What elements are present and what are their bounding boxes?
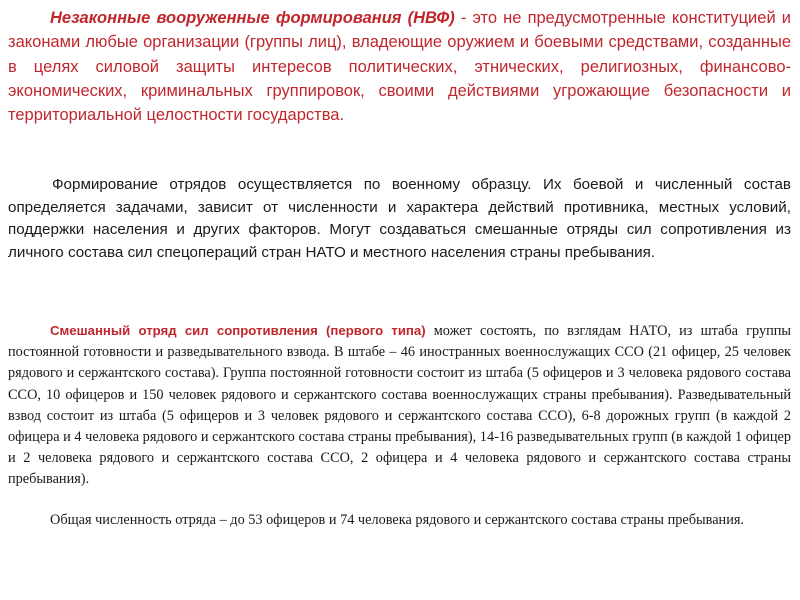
formation-text: Формирование отрядов осуществляется по военному образцу. Их боевой и численный состав определяется задачами, зависит от численности и характера действий противника, местных условий, поддержки населения и других факторов. Могут создаваться смешанные отряды сил сопротивления из личного состава сил спецопераций стран НАТО и местного населения страны пребывания. (8, 176, 791, 261)
mixed-unit-text: может состоять, по взглядам НАТО, из штаба группы постоянной готовности и разведывательного взвода. В штабе – 46 иностранных военнослужащих ССО (21 офицер, 25 человек рядового и сержантского состава). Группа постоянной готовности состоит из штаба (5 офицеров и 3 человека рядового состава ССО, 10 офицеров и 150 человек рядового и сержантского состава военнослужащих страны пребывания). Разведывательный взвод состоит из штаба (5 офицеров и 3 человек рядового и сержантского состава ССО), 6-8 дорожных групп (в каждой 2 офицера и 4 человека рядового и сержантского состава страны пребывания), 14-16 разведывательных групп (в каждой 1 офицер и 2 человека рядового и сержантского состава ССО, 2 офицера и 4 человека рядового и сержантского состава страны пребывания). (8, 323, 791, 488)
total-strength-text: Общая численность отряда – до 53 офицеров и 74 человека рядового и сержантского состава страны пребывания. (50, 512, 744, 528)
formation-paragraph (8, 174, 791, 264)
total-strength-paragraph (8, 510, 791, 531)
mixed-unit-term: Смешанный отряд сил сопротивления (первого типа) (50, 323, 426, 338)
definition-term: Незаконные вооруженные формирования (НВФ) (50, 9, 455, 27)
definition-text: - это не предусмотренные конституцией и законами любые организации (группы лиц), владеющие оружием и боевыми средствами, созданные в целях силовой защиты интересов политических, этнических, религиозных, финансово-экономических, криминальных группировок, своими действиями угрожающие безопасности и территориальной целостности государства. (8, 9, 791, 125)
mixed-unit-paragraph (8, 320, 791, 491)
definition-paragraph (8, 6, 791, 127)
